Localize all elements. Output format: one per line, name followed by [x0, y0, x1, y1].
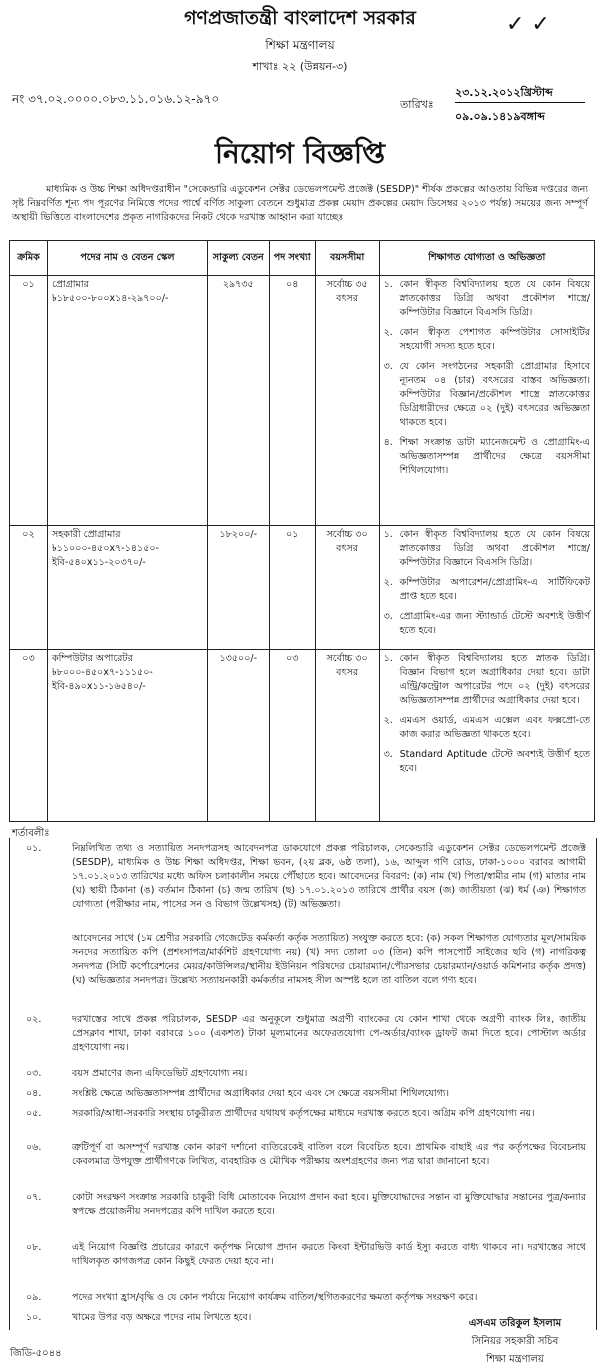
signatory-name: এসএম তরিকুল ইসলাম: [468, 1318, 562, 1329]
branch-name: শাখাঃ ২২ (উন্নয়ন-৩): [252, 60, 348, 73]
vacancy-table: [9, 240, 595, 822]
row-count: ০১: [269, 526, 315, 650]
row-salary: ১৮২০০/-: [207, 526, 269, 650]
date-divider: [455, 102, 585, 103]
row-post: প্রোগ্রামার ৳১৮৫০০-৮০০x১৪-২৯৭০০/-: [47, 276, 207, 526]
row-serial: ০৩: [10, 650, 48, 822]
qualification-item: ৩. প্রোগ্রামিং-এর জন্য স্ট্যান্ডার্ড টেস্টে অবশ্যই উত্তীর্ণ হতে হবে।: [383, 611, 590, 636]
row-post: সহকারী প্রোগ্রামার ৳১১০০০-৪৫০x৭-১৪১৫০-ইবি-৫৪০x১১-২০৩৭০/-: [47, 526, 207, 650]
table-header-row: [10, 241, 595, 276]
row-salary: ১৩৫০০/-: [207, 650, 269, 822]
header-qualification: শিক্ষাগত যোগ্যতা ও অভিজ্ঞতা: [379, 241, 594, 276]
terms-heading: শর্তাবলীঃ: [12, 828, 50, 839]
qualification-item: ১. কোন স্বীকৃত বিশ্ববিদ্যালয় হতে স্নাতক ডিগ্রি। বিজ্ঞান বিভাগ হলে অগ্রাধিকার দেয়া হবে। ডাটা এন্ট্রি/কন্ট্রোল অপারেটর পদে ০২ (দুই) বৎসরের অভিজ্ঞতাসম্পন্ন প্রার্থীদের অগ্রাধিকার দেয়া হবে।: [383, 653, 590, 706]
qualification-item: ৩. যে কোন সংগঠনের সহকারী প্রোগ্রামার হিসাবে ন্যূনতম ০৪ (চার) বৎসরের বাস্তব অভিজ্ঞতা। কম্পিউটার বিজ্ঞান/প্রকৌশল শাস্ত্রে স্নাতকোত্তর ডিগ্রিধারীদের ক্ষেত্রে ০২ (দুই) বৎসরের অভিজ্ঞতা থাকতে হবে।: [383, 361, 590, 428]
row-post: কম্পিউটার অপারেটর ৳৮০০০-৪৫০x৭-১১১৫০-ইবি-৪৯০x১১-১৬৫৪০/-: [47, 650, 207, 822]
ministry-name: শিক্ষা মন্ত্রণালয়: [265, 38, 335, 52]
qualification-item: ২. কোন স্বীকৃত পেশাগত কম্পিউটার সোসাইটির সহযোগী সদস্য হতে হবে।: [383, 327, 590, 352]
qualification-item: ১. কোন স্বীকৃত বিশ্ববিদ্যালয় হতে যে কোন বিষয়ে স্নাতকোত্তর ডিগ্রি অথবা প্রকৌশল শাস্ত্রে/কম্পিউটার বিজ্ঞানে বিএসসি ডিগ্রি।: [383, 279, 590, 318]
memo-number: নং ৩৭.০২.০০০০.০৮৩.১১.০১৬.১২-৯৭০: [12, 92, 220, 106]
qualification-item: ৩. Standard Aptitude টেস্টে অবশ্যই উত্তীর্ণ হতে হবে।: [383, 749, 590, 774]
table-row: [10, 650, 595, 822]
date-bangla: ০৯.০৯.১৪১৯বঙ্গাব্দ: [455, 110, 545, 123]
qualification-item: ২. এমএস ওয়ার্ড, এমএস এক্সেল এবং ফক্সপ্রো-তে কাজ করার অভিজ্ঞতা থাকতে হবে।: [383, 715, 590, 740]
qualification-item: ২. কম্পিউটার অপারেশন/প্রোগ্রামিং-এ সার্টিফিকেট প্রাপ্ত হতে হবে।: [383, 577, 590, 602]
header-age: বয়সসীমা: [315, 241, 379, 276]
row-age: সর্বোচ্চ ৩০ বৎসর: [315, 526, 379, 650]
header-count: পদ সংখ্যা: [269, 241, 315, 276]
table-row: [10, 526, 595, 650]
row-serial: ০২: [10, 526, 48, 650]
row-salary: ২৯৭৩৫: [207, 276, 269, 526]
header-salary: সাকুল্য বেতন: [207, 241, 269, 276]
government-heading: গণপ্রজাতন্ত্রী বাংলাদেশ সরকার: [184, 7, 416, 29]
header-post: পদের নাম ও বেতন স্কেল: [47, 241, 207, 276]
terms-block: ০১. নিম্নলিখিত তথ্য ও সত্যায়িত সনদপত্রসহ আবেদনপত্র ডাকযোগে প্রকল্প পরিচালক, সেকেন্ডারি এডুকেশন সেক্টর ডেভেলপমেন্ট প্রজেক্ট (SESDP), মাধ্যমিক ও উচ্চ শিক্ষা অধিদপ্তর, শিক্ষা ভবন, (২য় ব্লক, ৬ষ্ঠ তলা), ১৬, আব্দুল গণি রোড, ঢাকা-১০০০ বরাবর আগামী ১৭.০১.২০১৩ তারিখের মধ্যে অফিস চলাকালীন সময়ে পৌঁছাতে হবে। আবেদনের বিবরণ: (ক) নাম (খ) পিতা/স্বামীর নাম (গ) মাতার নাম (ঘ) স্থায়ী ঠিকানা (ঙ) বর্তমান ঠিকানা (চ) জন্ম তারিখ (ছ) ১৭.০১.২০১৩ তারিখে প্রার্থীর বয়স (জ) জাতীয়তা (ঝ) ধর্ম (ঞ) শিক্ষাগত যোগ্যতা (পরীক্ষার নাম, পাসের সন ও বিভাগ উল্লেখসহ) (ট) অভিজ্ঞতা। আবেদনের সাথে (১ম শ্রেণীর সরকারি গেজেটেড কর্মকর্তা কর্তৃক সত্যায়িত) সংযুক্ত করতে হবে: (ক) সকল শিক্ষাগত যোগ্যতার মূল/সাময়িক সনদের সত্যায়িত কপি (প্রশংসাপত্র/মার্কশিট গ্রহণযোগ্য নয়) (খ) সদ্য তোলা ০৩ (তিন) কপি পাসপোর্ট সাইজের ছবি (গ) নাগরিকত্ব সনদপত্র (সিটি কর্পোরেশনের মেয়র/কাউন্সিলর/স্থানীয় ইউনিয়ন পরিষদের চেয়ারম্যান/পৌরসভার চেয়ারম্যান/ওয়ার্ড কমিশনার কর্তৃক প্রদত্ত) (ঘ) অভিজ্ঞতার সনদপত্র। উল্লেখ্য সত্যায়নকারী কর্মকর্তার নামসহ সীল অস্পষ্ট হলে তা বাতিল বলে গণ্য হবে। ০২. দরখাস্তের সাথে প্রকল্প পরিচালক, SESDP এর অনুকূলে শুধুমাত্র অগ্রণী ব্যাংকের যে কোন শাখা থেকে অগ্রণী ব্যাংক লিঃ, জাতীয় প্রেসক্লাব শাখা, ঢাকা বরাবরে ১০০ (একশত) টাকা মূল্যমানের অফেরতযোগ্য পে-অর্ডার/ব্যাংক ড্রাফট জমা দিতে হবে। পোস্টাল অর্ডার গ্রহণযোগ্য নয়। ০৩. বয়স প্রমাণের জন্য এফিডেভিট গ্রহণযোগ্য নয়। ০৪. সংশ্লিষ্ট ক্ষেত্রে অভিজ্ঞতাসম্পন্ন প্রার্থীদের অগ্রাধিকার দেয়া হবে এবং সে ক্ষেত্রে বয়সসীমা শিথিলযোগ্য। ০৫. সরকারি/আধা-সরকারি সংস্থায় চাকুরীরত প্রার্থীদের যথাযথ কর্তৃপক্ষের মাধ্যমে দরখাস্ত করতে হবে। অগ্রিম কপি গ্রহণযোগ্য নয়। ০৬. ত্রুটিপূর্ণ বা অসম্পূর্ণ দরখাস্ত কোন কারণ দর্শানো ব্যতিরেকেই বাতিল বলে বিবেচিত হবে। প্রাথমিক বাছাই এর পর কর্তৃপক্ষের বিবেচনায় কেবলমাত্র উপযুক্ত প্রার্থীগণকে লিখিত, ব্যবহারিক ও মৌখিক পরীক্ষায় অংশগ্রহণের জন্য পত্র দ্বারা জানানো হবে। ০৭. কোটা সংরক্ষণ সংক্রান্ত সরকারি চাকুরী বিধি মোতাবেক নিয়োগ প্রদান করা হবে। মুক্তিযোদ্ধাদের সন্তান বা মুক্তিযোদ্ধার সন্তানের পুত্র/কন্যার স্বপক্ষে প্রয়োজনীয় সনদপত্রের কপি দাখিল করতে হবে। ০৮. এই নিয়োগ বিজ্ঞপ্তি প্রচারের কারণে কর্তৃপক্ষ নিয়োগ প্রদান করতে কিংবা ইন্টারভিউ কার্ড ইস্যু করতে বাধ্য থাকবে না। দরখাস্তের সাথে দাখিলকৃত কাগজপত্র কোন কিছুই ফেরত দেয়া হবে না। ০৯. পদের সংখ্যা হ্রাস/বৃদ্ধি ও যে কোন পর্যায়ে নিয়োগ কার্যক্রম বাতিল/স্থগিতকরণের ক্ষমতা কর্তৃপক্ষ সংরক্ষণ করে। ১০. খামের উপর বড় অক্ষরে পদের নাম লিখতে হবে।: [9, 838, 597, 1330]
intro-paragraph: মাধ্যমিক ও উচ্চ শিক্ষা অধিদপ্তরাধীন "সেকেন্ডারি এডুকেশন সেক্টর ডেভেলপমেন্ট প্রজেক্ট (SESDP)" শীর্ষক প্রকল্পের আওতায় বিভিন্ন দপ্তরের জন্য সৃষ্ট নিম্নবর্ণিত শূন্য পদ পূরণের নিমিত্তে পদের পার্শ্বে বর্ণিত সাকুল্য বেতনে শুধুমাত্র প্রকল্প মেয়াদ প্রকল্পের মেয়াদ ডিসেম্বর ২০১৩ পর্যন্ত) সময়ের জন্য সম্পূর্ণ অস্থায়ী ভিত্তিতে বাংলাদেশের প্রকৃত নাগরিকদের নিকট থেকে দরখাস্ত আহ্বান করা যাচ্ছেঃ: [12, 184, 588, 223]
row-serial: ০১: [10, 276, 48, 526]
table-row: [10, 276, 595, 526]
row-qualifications: [379, 276, 594, 526]
notice-title: নিয়োগ বিজ্ঞপ্তি: [214, 137, 386, 170]
date-gregorian: ২৩.১২.২০১২খ্রিস্টাব্দ: [455, 86, 553, 99]
qualification-item: ১. কোন স্বীকৃত বিশ্ববিদ্যালয় হতে যে কোন বিষয়ে স্নাতকোত্তর ডিগ্রি অথবা প্রকৌশল শাস্ত্রে/কম্পিউটার বিজ্ঞানে বিএসসি ডিগ্রি।: [383, 529, 590, 568]
row-count: ০৩: [269, 650, 315, 822]
row-age: সর্বোচ্চ ৩৫ বৎসর: [315, 276, 379, 526]
row-qualifications: [379, 650, 594, 822]
signatory-designation: সিনিয়র সহকারী সচিব: [471, 1336, 559, 1347]
handwritten-tick-marks: ✓ ✓: [506, 12, 550, 37]
qualification-item: ৪. শিক্ষা সংক্রান্ত ডাটা ম্যানেজমেন্ট ও প্রোগ্রামিং-এ অভিজ্ঞতাসম্পন্ন প্রার্থীদের ক্ষেত্রে বয়সসীমা শিথিলযোগ্য।: [383, 437, 590, 476]
row-count: ০৪: [269, 276, 315, 526]
gd-number: জিডি-৫০৪৪: [10, 1348, 62, 1359]
row-age: সর্বোচ্চ ৩০ বৎসর: [315, 650, 379, 822]
header-serial: ক্রমিক: [10, 241, 48, 276]
row-qualifications: [379, 526, 594, 650]
date-label: তারিখঃ: [400, 98, 434, 111]
signatory-office: শিক্ষা মন্ত্রণালয়: [486, 1354, 544, 1365]
